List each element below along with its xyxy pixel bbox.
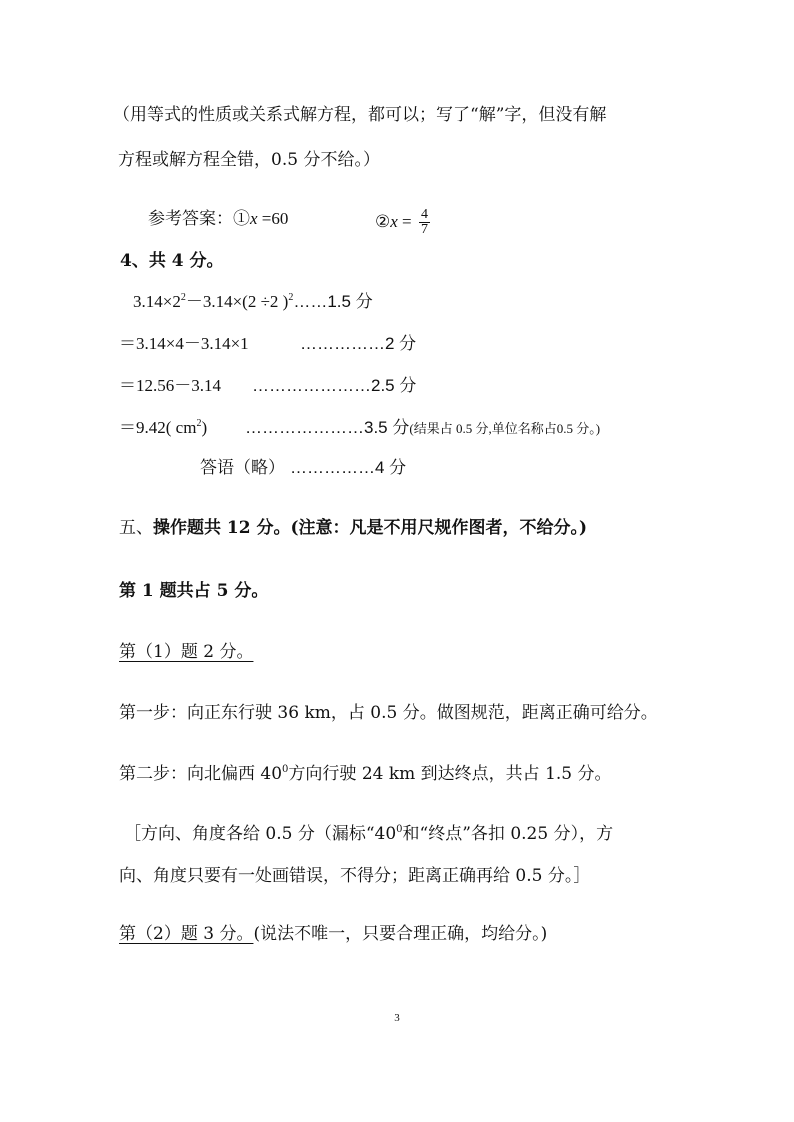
q4-step-2-score: ……………2 分 — [300, 334, 417, 353]
q4-step-4-note: (结果占 0.5 分,单位名称占0.5 分。) — [409, 421, 601, 436]
q1-heading: 第 1 题共占 5 分。 — [119, 581, 269, 601]
q4-step-4-score-text: …………………3.5 分 — [245, 418, 410, 437]
section-5-text: 操作题共 12 分。(注意：凡是不用尺规作图者，不给分。) — [153, 518, 588, 538]
section-5-heading — [119, 517, 587, 539]
fraction-numerator: 4 — [421, 207, 429, 222]
q1-step-2 — [119, 763, 612, 785]
q4-step-2: ＝3.14×4－3.14×1 — [119, 334, 249, 353]
q4-step-4 — [119, 417, 207, 439]
q4-step-4-score — [245, 417, 600, 440]
q1-note-line-2: 向、角度只要有一处画错误，不得分；距离正确再给 0.5 分。］ — [119, 866, 591, 886]
q4-step-1-score: ……1.5 分 — [293, 292, 373, 311]
q4-step-3: ＝12.56－3.14 — [119, 376, 221, 395]
q1-part-2-note: (说法不唯一，只要合理正确，均给分。) — [253, 924, 548, 944]
reference-answer — [148, 208, 288, 230]
q1-part-2 — [119, 923, 547, 945]
q4-step-3-score: …………………2.5 分 — [252, 376, 417, 395]
q4-step-1 — [133, 291, 373, 313]
q1-note-text-b: 和“终点”各扣 0.25 分），方 — [402, 824, 614, 844]
answer-1-value: 60 — [271, 209, 289, 228]
q1-step-2-text-a: 第二步：向北偏西 40 — [119, 764, 283, 784]
answer-2-fraction — [419, 208, 430, 237]
q4-step-1-exponent-2: 2 — [288, 292, 294, 303]
q4-step-4-expr: ＝9.42( cm — [119, 418, 197, 437]
q4-step-4-exponent: 2 — [196, 418, 202, 429]
answer-2-variable: x — [390, 212, 398, 231]
intro-line-1: （用等式的性质或关系式解方程，都可以；写了“解”字，但没有解 — [113, 105, 607, 125]
answer-1-variable: x — [250, 209, 258, 228]
q4-step-1-expr-a: 3.14×2 — [133, 292, 181, 311]
q1-note-text-a: ［方向、角度各给 0.5 分（漏标“40 — [124, 824, 397, 844]
degree-sup: 0 — [396, 824, 403, 835]
intro-line-2: 方程或解方程全错，0.5 分不给。） — [118, 150, 380, 170]
degree-sup: 0 — [282, 764, 289, 775]
q4-step-5: 答语（略） — [200, 458, 285, 478]
answer-1-mark: ① — [233, 209, 250, 229]
q1-step-2-text-b: 方向行驶 24 km 到达终点，共占 1.5 分。 — [288, 764, 612, 784]
q4-step-5-score: ……………4 分 — [290, 458, 407, 477]
q4-step-1-expr-b: －3.14×(2 ÷2 ) — [185, 292, 289, 311]
answer-2-mark: ② — [375, 212, 391, 232]
q1-part-2-heading: 第（2）题 3 分。 — [119, 924, 254, 944]
q1-part-1-heading: 第（1）题 2 分。 — [119, 642, 254, 662]
answer-2-equals: = — [397, 212, 412, 231]
q4-step-4-close: ) — [201, 418, 208, 437]
answer-2 — [375, 208, 430, 237]
q1-step-1: 第一步：向正东行驶 36 km，占 0.5 分。做图规范，距离正确可给分。 — [119, 703, 658, 723]
page-number: 3 — [394, 1012, 400, 1024]
fraction-denominator: 7 — [421, 222, 429, 237]
q1-note-line-1 — [124, 823, 613, 845]
answer-1-equals: = — [257, 209, 272, 228]
answer-label: 参考答案： — [148, 209, 233, 229]
q4-heading: 4、共 4 分。 — [120, 251, 224, 271]
section-5-prefix: 五、 — [119, 518, 153, 538]
q4-step-1-exponent: 2 — [180, 292, 186, 303]
